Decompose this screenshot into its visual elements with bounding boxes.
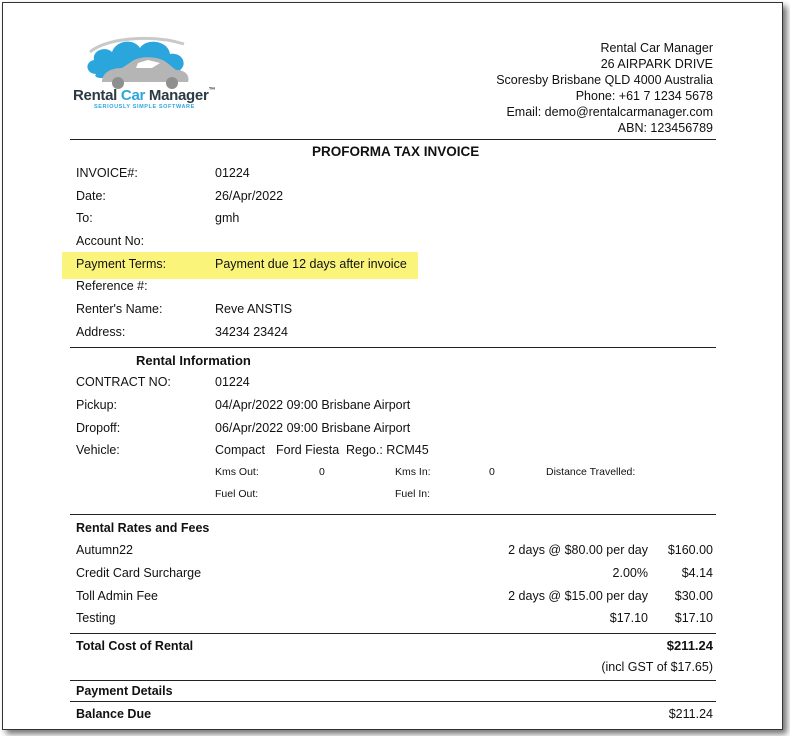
field-value-address: 34234 23424 <box>215 325 288 339</box>
rate-detail: 2 days @ $80.00 per day <box>508 543 648 557</box>
dropoff-value: 06/Apr/2022 09:00 Brisbane Airport <box>215 421 411 435</box>
cloud-car-logo-icon <box>82 30 210 90</box>
dropoff-label: Dropoff: <box>76 421 121 435</box>
invoice-title: PROFORMA TAX INVOICE <box>312 144 480 159</box>
company-phone: Phone: +61 7 1234 5678 <box>575 89 713 103</box>
field-value-date: 26/Apr/2022 <box>215 189 284 203</box>
gst-note: (incl GST of $17.65) <box>601 660 713 674</box>
field-label-invoice: INVOICE#: <box>76 166 138 180</box>
logo-wordmark: Rental Car Manager™ <box>73 87 216 104</box>
vehicle-label: Vehicle: <box>76 443 120 457</box>
rate-amount: $160.00 <box>667 543 713 557</box>
vehicle-model: Ford Fiesta <box>276 443 340 457</box>
field-value-to: gmh <box>215 211 240 225</box>
rate-amount: $4.14 <box>681 566 713 580</box>
field-label-renter: Renter's Name: <box>76 302 163 316</box>
field-value-renter: Reve ANSTIS <box>215 302 293 316</box>
pickup-value: 04/Apr/2022 09:00 Brisbane Airport <box>215 398 411 412</box>
field-label-date: Date: <box>76 189 106 203</box>
kms-out-value: 0 <box>319 466 325 478</box>
company-abn: ABN: 123456789 <box>617 121 713 135</box>
rental-info-heading: Rental Information <box>136 353 251 368</box>
rate-detail: 2 days @ $15.00 per day <box>508 589 648 603</box>
payment-heading: Payment Details <box>76 684 173 698</box>
company-email: Email: demo@rentalcarmanager.com <box>506 105 713 119</box>
rate-name: Autumn22 <box>76 543 133 557</box>
vehicle-class: Compact <box>215 443 266 457</box>
rate-amount: $17.10 <box>674 611 713 625</box>
rate-amount: $30.00 <box>674 589 713 603</box>
contract-label: CONTRACT NO: <box>76 375 171 389</box>
company-name: Rental Car Manager <box>600 41 713 55</box>
company-address-block <box>496 40 713 136</box>
kms-out-label: Kms Out: <box>215 466 259 478</box>
rate-name: Toll Admin Fee <box>76 589 158 603</box>
company-street: 26 AIRPARK DRIVE <box>600 57 713 71</box>
field-value-payment-terms: Payment due 12 days after invoice <box>215 257 407 271</box>
pickup-label: Pickup: <box>76 398 117 412</box>
rate-detail: $17.10 <box>609 611 648 625</box>
field-value-invoice: 01224 <box>215 166 250 180</box>
field-label-account: Account No: <box>76 234 145 248</box>
rate-name: Credit Card Surcharge <box>76 566 202 580</box>
vehicle-rego: Rego.: RCM45 <box>346 443 429 457</box>
divider <box>70 633 716 634</box>
divider <box>70 514 716 515</box>
contract-value: 01224 <box>215 375 250 389</box>
divider <box>70 139 716 140</box>
kms-in-label: Kms In: <box>395 466 431 478</box>
distance-label: Distance Travelled: <box>546 466 636 478</box>
fuel-out-label: Fuel Out: <box>215 488 259 500</box>
divider <box>70 347 716 348</box>
field-label-to: To: <box>76 211 93 225</box>
divider <box>70 680 716 681</box>
balance-label: Balance Due <box>76 707 152 721</box>
rate-name: Testing <box>76 611 116 625</box>
field-label-payment-terms: Payment Terms: <box>76 257 167 271</box>
kms-in-value: 0 <box>489 466 495 478</box>
company-city: Scoresby Brisbane QLD 4000 Australia <box>496 73 713 87</box>
divider <box>70 701 716 702</box>
fuel-in-label: Fuel In: <box>395 488 431 500</box>
field-label-address: Address: <box>76 325 126 339</box>
rates-heading: Rental Rates and Fees <box>76 521 210 535</box>
total-label: Total Cost of Rental <box>76 639 194 653</box>
field-label-reference: Reference #: <box>76 279 148 293</box>
logo-tagline: SERIOUSLY SIMPLE SOFTWARE <box>94 104 195 110</box>
rate-detail: 2.00% <box>612 566 648 580</box>
total-amount: $211.24 <box>666 638 713 653</box>
balance-amount: $211.24 <box>668 707 713 721</box>
